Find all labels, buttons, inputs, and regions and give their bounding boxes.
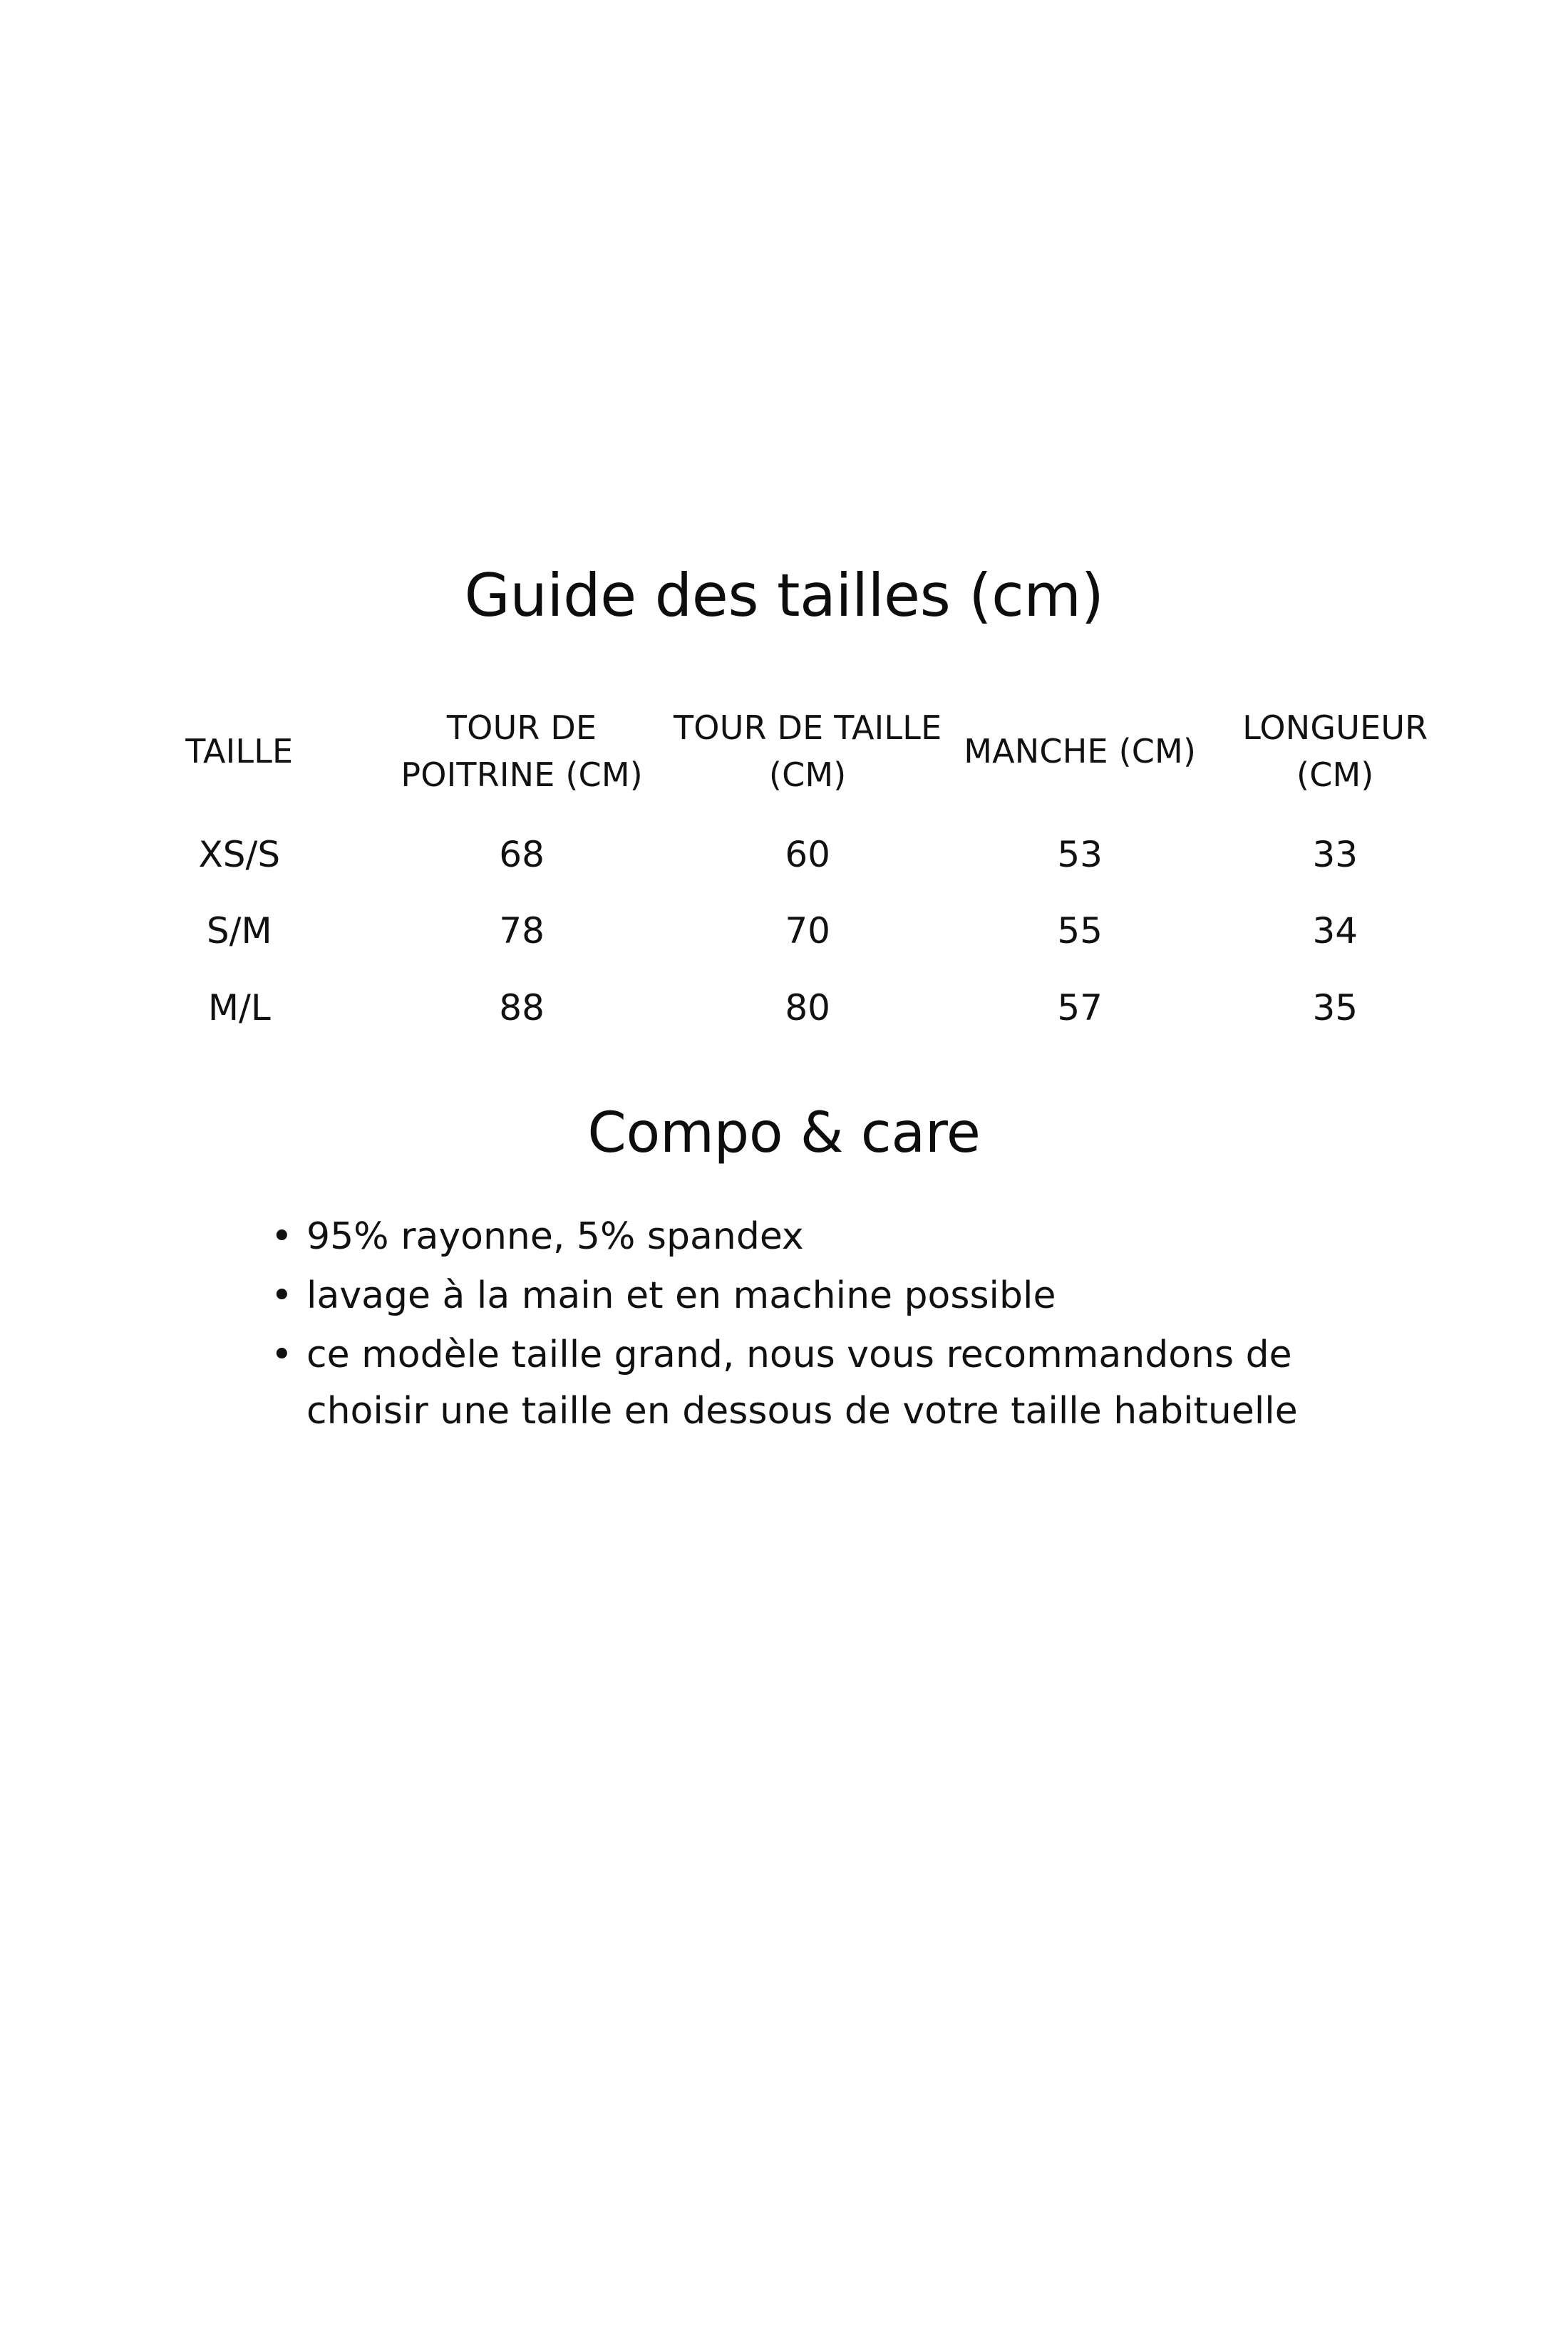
compo-care-title: Compo & care <box>587 1101 981 1166</box>
table-header-row <box>100 705 1461 798</box>
cell-tour-taille: 70 <box>785 910 830 952</box>
bullet-icon: • <box>271 1215 293 1259</box>
cell-poitrine: 78 <box>499 910 545 952</box>
table-head <box>100 705 1461 798</box>
cell-poitrine: 88 <box>499 986 545 1028</box>
list-item-text: ce modèle taille grand, nous vous recommandons de choisir une taille en dessous de votre taille habituelle <box>306 1334 1298 1433</box>
cell-longueur: 34 <box>1312 910 1358 952</box>
list-item <box>271 1327 1383 1440</box>
column-header-longueur: LONGUEUR (CM) <box>1242 708 1428 794</box>
size-guide-title: Guide des tailles (cm) <box>464 561 1104 630</box>
compo-care-list <box>0 1209 1568 1440</box>
bullet-icon: • <box>271 1334 293 1377</box>
table-row <box>100 798 1461 894</box>
cell-longueur: 33 <box>1312 833 1358 875</box>
cell-taille: M/L <box>207 986 271 1028</box>
cell-poitrine: 68 <box>499 833 545 875</box>
bullet-icon: • <box>271 1274 293 1318</box>
list-item-text: lavage à la main et en machine possible <box>306 1274 1056 1318</box>
cell-manche: 57 <box>1057 986 1103 1028</box>
cell-tour-taille: 60 <box>785 833 830 875</box>
cell-longueur: 35 <box>1312 986 1358 1028</box>
list-item <box>271 1209 1383 1265</box>
list-item-text: 95% rayonne, 5% spandex <box>306 1215 804 1259</box>
list-item <box>271 1268 1383 1324</box>
column-header-taille: TAILLE <box>185 731 294 770</box>
table-row <box>100 970 1461 1047</box>
cell-taille: S/M <box>206 910 272 952</box>
column-header-manche: MANCHE (CM) <box>964 731 1197 770</box>
cell-tour-taille: 80 <box>785 986 830 1028</box>
cell-manche: 53 <box>1057 833 1103 875</box>
table-body <box>100 798 1461 1047</box>
cell-manche: 55 <box>1057 910 1103 952</box>
size-guide-table-wrapper <box>0 705 1568 1046</box>
table-row <box>100 893 1461 970</box>
size-guide-table <box>100 705 1461 1046</box>
column-header-tour-taille: TOUR DE TAILLE (CM) <box>674 708 942 794</box>
cell-taille: XS/S <box>198 833 281 875</box>
column-header-poitrine: TOUR DE POITRINE (CM) <box>401 708 643 794</box>
